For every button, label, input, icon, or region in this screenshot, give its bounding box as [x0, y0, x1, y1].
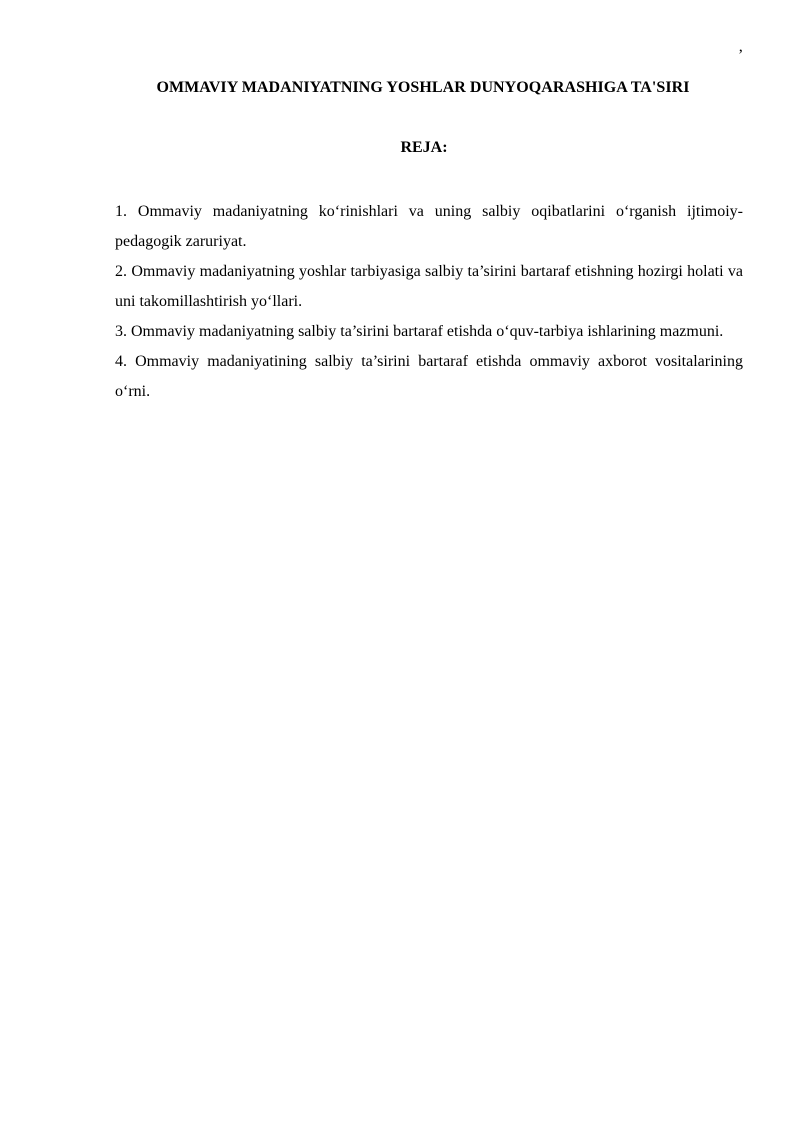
- plan-heading: REJA:: [400, 139, 448, 156]
- corner-mark: ’: [738, 47, 744, 64]
- plan-item-1: 1. Ommaviy madaniyatning ko‘rinishlari va uning salbiy oqibatlarini o‘rganish ijtimoiy-pedagogik zaruriyat.: [115, 203, 743, 250]
- plan-item-2: 2. Ommaviy madaniyatning yoshlar tarbiyasiga salbiy ta’sirini bartaraf etishning hozirgi holati va uni takomillashtirish yo‘llari.: [115, 263, 743, 310]
- document-title: OMMAVIY MADANIYATNING YOSHLAR DUNYOQARASHIGA TA'SIRI: [156, 79, 690, 96]
- plan-item-3: 3. Ommaviy madaniyatning salbiy ta’sirini bartaraf etishda o‘quv-tarbiya ishlarining mazmuni.: [115, 323, 724, 340]
- plan-item-4: 4. Ommaviy madaniyatining salbiy ta’sirini bartaraf etishda ommaviy axborot vositalarining o‘rni.: [115, 353, 743, 400]
- plan-list: [115, 197, 743, 407]
